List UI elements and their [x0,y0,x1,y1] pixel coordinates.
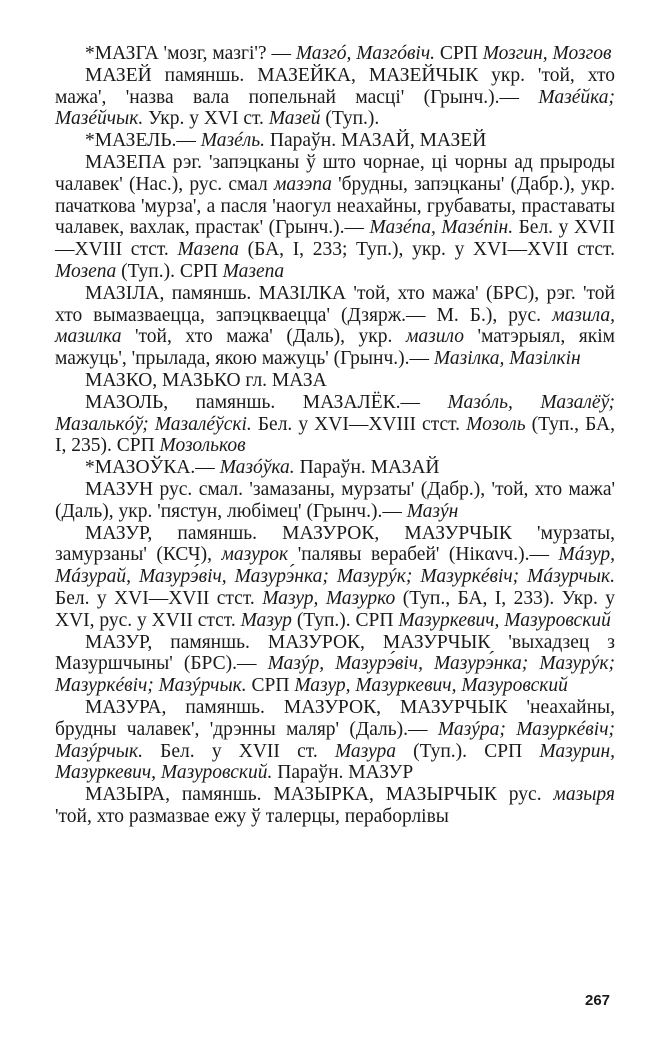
text-segment: СРП [435,43,483,64]
text-segment: МАЗІЛА, памяншь. МАЗІЛКА 'той, хто мажа' (БРС), рэг. 'той хто вымазваецца, запэцкваецца' (Дзярж.— М. Б.), рус. [55,282,615,326]
text-segment: Бел. у XVI—XVII стст. [55,587,263,609]
italic-segment: Мазýра; Мазуркéвіч; Мазýрчык. [55,718,615,762]
text-segment: 'брудны, запэцканы' (Дабр.), укр. пачаткова 'мурза', а пасля 'наогул неахайны, грубаваты, праставаты чалавек, вахлак, прастак' (Грынч.).— [55,173,615,239]
text-segment: МАЗУН рус. смал. 'замазаны, мурзаты' (Дабр.), 'той, хто мажа' (Даль), укр. 'пястун, любімец' (Грынч.).— [55,478,615,522]
text-segment: Бел. у XVII ст. [142,740,335,762]
italic-segment: Мазур, Мазуркевич, Мазуровский [294,675,568,697]
dictionary-entry [55,65,615,130]
italic-segment: Мазур, Мазурко [262,587,396,609]
text-segment: Укр. у XVI ст. [143,108,269,130]
text-segment: МАЗКО, МАЗЬКО гл. МАЗА [85,369,327,391]
text-segment: *МАЗОЎКА.— [85,457,220,479]
dictionary-entry [55,370,615,392]
italic-segment: Мозепа [55,260,117,282]
italic-segment: мазило [405,326,464,348]
italic-segment: мазэпа [273,173,332,195]
text-segment: МАЗЫРА, памяншь. МАЗЫРКА, МАЗЫРЧЫК рус. [85,784,554,806]
text-segment: МАЗУР, памяншь. МАЗУРОК, МАЗУРЧЫК 'выхадзец з Мазуршчыны' (БРС).— [55,631,615,675]
italic-segment: Мазепа [177,239,239,261]
dictionary-entry [55,479,615,523]
dictionary-entry [55,457,615,479]
text-segment: 'той, хто размазвае ежу ў талерцы, пераборлівы [55,805,449,827]
text-segment: (БА, I, 233; Туп.), укр. у XVI—XVII стст. [238,239,615,261]
italic-segment: Мазурин, Мазуркевич, Мазуровский. [55,740,615,784]
text-segment: (Туп.). СРП [291,609,399,631]
dictionary-entry [55,392,615,457]
italic-segment: Мазýн [406,500,459,522]
dictionary-entry [55,784,615,828]
dictionary-entry [55,152,615,283]
dictionary-text [55,43,615,828]
italic-segment: Мазепа [222,260,285,282]
text-segment: (Туп., БА, I, 235). СРП [55,413,616,457]
page-number: 267 [585,992,611,1009]
text-segment: (Туп.). СРП [116,260,223,282]
dictionary-entry [55,697,615,784]
italic-segment: Мазóўка. [219,457,295,479]
text-segment: Параўн. МАЗАЙ, МАЗЕЙ [265,130,487,152]
dictionary-entry [55,632,615,697]
dictionary-entry [55,130,615,152]
dictionary-entry [55,43,615,65]
italic-segment: Мазéль. [200,130,266,152]
italic-segment: Мазей [268,108,321,130]
italic-segment: Мазур [240,609,292,631]
dictionary-entry [55,523,615,632]
italic-segment: мазила, мазилка [55,304,615,348]
italic-segment: Мазóль, Мазалёў; Мазалькóў; Мазалéўскі. [55,391,615,435]
italic-segment: Мазілка, Мазілкін [433,348,581,370]
italic-segment: Мозгин, Мозгов [482,43,612,64]
italic-segment: мазурок [221,544,289,566]
italic-segment: Мазгó, Мазгóвіч. [295,43,436,64]
text-segment: (Туп.). [320,108,380,130]
text-segment: *МАЗЕЛЬ.— [85,130,201,152]
italic-segment: Мозольков [159,435,246,457]
text-segment: 'матэрыял, якім мажуць', 'прылада, якою мажуць' (Грынч.).— [55,326,615,370]
text-segment: Параўн. МАЗАЙ [294,457,440,479]
text-segment: МАЗУР, памяншь. МАЗУРОК, МАЗУРЧЫК 'мурзаты, замурзаны' (КСЧ), [55,522,615,566]
text-segment: СРП [246,675,295,697]
italic-segment: Мазура [334,740,396,762]
text-segment: Параўн. МАЗУР [272,762,414,784]
italic-segment: Мазýр, Мазурэ́віч, Мазурэ́нка; Мазурýк; Мазуркéвіч; Мазýрчык. [55,653,615,697]
text-segment: 'той, хто мажа' (Даль), укр. [121,326,406,348]
text-segment: Бел. у XVI—XVIII стст. [251,413,467,435]
text-segment: (Туп., БА, I, 233). Укр. у XVI, рус. у XVII стст. [55,587,615,631]
text-segment: (Туп.). СРП [395,740,540,762]
dictionary-entry [55,283,615,370]
italic-segment: Мазéпа, Мазéпін. [369,217,514,239]
text-segment: 'палявы верабей' (Нікανч.).— [288,544,559,566]
text-segment: Бел. у XVII—XVIII стст. [55,217,615,261]
italic-segment: мазыря [553,784,615,806]
italic-segment: Мазéйка; Мазéйчык. [55,86,615,130]
text-segment: МАЗОЛЬ, памяншь. МАЗАЛЁК.— [85,391,448,413]
text-segment: МАЗУРА, памяншь. МАЗУРОК, МАЗУРЧЫК 'неахайны, брудны чалавек', 'дрэнны маляр' (Даль).— [55,696,615,740]
text-segment: МАЗЕПА рэг. 'запэцканы ў што чорнае, ці чорны ад прыроды чалавек' (Нас.), рус. смал [55,151,615,195]
italic-segment: Мáзур, Мáзурай, Мазурэ́віч, Мазурэ́нка; Мазурýк; Мазуркéвіч; Мáзурчык. [55,544,616,588]
italic-segment: Мозоль [466,413,526,435]
text-segment: МАЗЕЙ памяншь. МАЗЕЙКА, МАЗЕЙЧЫК укр. 'той, хто мажа', 'назва вала попельнай масці' (Грынч.).— [55,64,615,108]
italic-segment: Мазуркевич, Мазуровский [398,609,611,631]
text-segment: *МАЗГА 'мозг, мазгі'? — [85,43,296,64]
